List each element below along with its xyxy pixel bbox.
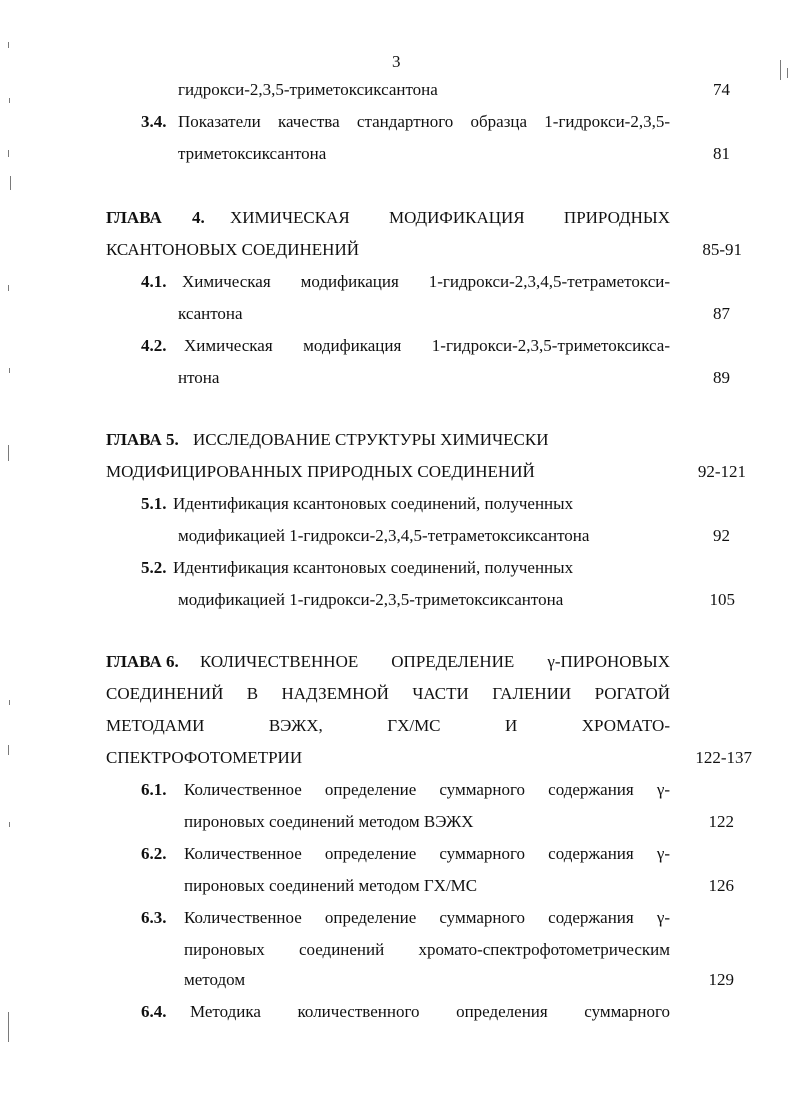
scan-speck (9, 700, 10, 705)
section-page: 105 (709, 590, 735, 609)
section-page: 81 (713, 144, 730, 163)
section-title-line: ксантона (178, 304, 243, 323)
section-page: 126 (708, 876, 734, 895)
scan-speck (9, 822, 10, 827)
section-title-line: Показатели качества стандартного образца 1-гидрокси-2,3,5- (178, 112, 670, 131)
scan-speck (9, 368, 10, 373)
chapter-title-line: СПЕКТРОФОТОМЕТРИИ (106, 748, 303, 767)
section-title-line: методом (184, 970, 246, 989)
chapter-number: 4. (192, 208, 205, 227)
chapter-word: ГЛАВА (106, 208, 162, 227)
section-title-line: Идентификация ксантоновых соединений, полученных (173, 494, 574, 513)
chapter-title-line: ИССЛЕДОВАНИЕ СТРУКТУРЫ ХИМИЧЕСКИ (193, 430, 549, 449)
chapter-label: ГЛАВА 6. (106, 652, 179, 671)
chapter-pages: 92-121 (697, 462, 746, 481)
section-page: 122 (708, 812, 734, 831)
section-title-line: Химическая модификация 1-гидрокси-2,3,5-триметоксикса- (184, 336, 670, 355)
scan-speck (8, 745, 9, 755)
section-title-line: Количественное определение суммарного содержания γ- (184, 908, 670, 927)
scan-speck (8, 42, 9, 48)
toc-entry-text: гидрокси-2,3,5-триметоксиксантона (178, 80, 438, 99)
scan-speck (8, 445, 9, 461)
scan-speck (10, 176, 11, 190)
section-title-line: пироновых соединений методом ГХ/МС (184, 876, 478, 895)
section-title-line: Химическая модификация 1-гидрокси-2,3,4,5-тетраметокси- (182, 272, 670, 291)
chapter-title-line: ХИМИЧЕСКАЯ МОДИФИКАЦИЯ ПРИРОДНЫХ (230, 208, 670, 227)
chapter-label: ГЛАВА 5. (106, 430, 179, 449)
section-page: 89 (713, 368, 730, 387)
scan-speck (8, 150, 9, 157)
section-title-line: пироновых соединений хромато-спектрофотометрическим (184, 940, 670, 959)
section-title-line: нтона (178, 368, 220, 387)
section-number: 4.2. (141, 336, 167, 355)
section-title-line: пироновых соединений методом ВЭЖХ (184, 812, 474, 831)
section-title-line: Методика количественного определения суммарного (190, 1002, 670, 1021)
section-title-line: Количественное определение суммарного содержания γ- (184, 844, 670, 863)
section-number: 5.1. (141, 494, 167, 513)
chapter-pages: 85-91 (702, 240, 742, 259)
section-title-line: Количественное определение суммарного содержания γ- (184, 780, 670, 799)
section-number: 6.1. (141, 780, 167, 799)
scan-speck (780, 60, 781, 80)
section-number: 5.2. (141, 558, 167, 577)
toc-entry-page: 74 (713, 80, 730, 99)
chapter-pages: 122-137 (695, 748, 752, 767)
scan-speck (787, 68, 788, 78)
page-number: 3 (392, 52, 401, 71)
section-title-line: Идентификация ксантоновых соединений, полученных (173, 558, 574, 577)
section-number: 3.4. (141, 112, 167, 131)
section-number: 4.1. (141, 272, 167, 291)
scan-speck (8, 1012, 9, 1042)
section-title-line: триметоксиксантона (178, 144, 327, 163)
section-page: 87 (713, 304, 730, 323)
section-title-line: модификацией 1-гидрокси-2,3,4,5-тетраметоксиксантона (178, 526, 590, 545)
scan-speck (8, 285, 9, 291)
chapter-title-line: МЕТОДАМИ ВЭЖХ, ГХ/МС И ХРОМАТО- (106, 716, 670, 735)
section-number: 6.2. (141, 844, 167, 863)
chapter-title-line: КСАНТОНОВЫХ СОЕДИНЕНИЙ (106, 240, 360, 259)
scan-speck (9, 98, 10, 103)
section-number: 6.3. (141, 908, 167, 927)
section-title-line: модификацией 1-гидрокси-2,3,5-триметоксиксантона (178, 590, 564, 609)
chapter-title-line: СОЕДИНЕНИЙ В НАДЗЕМНОЙ ЧАСТИ ГАЛЕНИИ РОГАТОЙ (106, 684, 670, 703)
section-number: 6.4. (141, 1002, 167, 1021)
section-page: 129 (708, 970, 734, 989)
section-page: 92 (713, 526, 730, 545)
chapter-title-line: КОЛИЧЕСТВЕННОЕ ОПРЕДЕЛЕНИЕ γ-ПИРОНОВЫХ (200, 652, 670, 671)
chapter-title-line: МОДИФИЦИРОВАННЫХ ПРИРОДНЫХ СОЕДИНЕНИЙ (106, 462, 535, 481)
